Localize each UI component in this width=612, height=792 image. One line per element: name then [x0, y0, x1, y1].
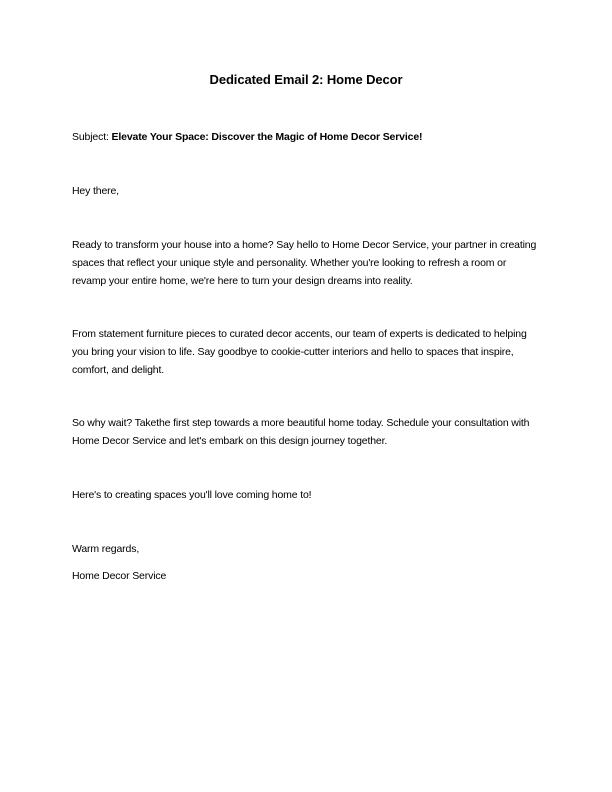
subject-text: Elevate Your Space: Discover the Magic of Home Decor Service!: [111, 131, 423, 143]
document-title: Dedicated Email 2: Home Decor: [209, 72, 403, 87]
paragraph-services: From statement furniture pieces to curated decor accents, our team of experts is dedicated to helping you bring your vision to life. Say goodbye to cookie-cutter interiors and hello to spaces that inspire, comfort, and delight.: [72, 328, 527, 376]
paragraph-intro: Ready to transform your house into a home? Say hello to Home Decor Service, your partner in creating spaces that reflect your unique style and personality. Whether you're looking to refresh a room or revamp your entire home, we're here to turn your design dreams into reality.: [72, 239, 537, 287]
email-subject: [72, 128, 542, 146]
paragraph-call-to-action: So why wait? Takethe first step towards a more beautiful home today. Schedule your consultation with Home Decor Service and let's embark on this design journey together.: [72, 417, 530, 447]
signature: Home Decor Service: [72, 570, 167, 582]
email-body: [72, 128, 542, 585]
email-greeting: Hey there,: [72, 185, 119, 197]
closing-line: Here's to creating spaces you'll love coming home to!: [72, 489, 312, 501]
subject-label: Subject:: [72, 131, 112, 143]
signoff: Warm regards,: [72, 543, 140, 555]
